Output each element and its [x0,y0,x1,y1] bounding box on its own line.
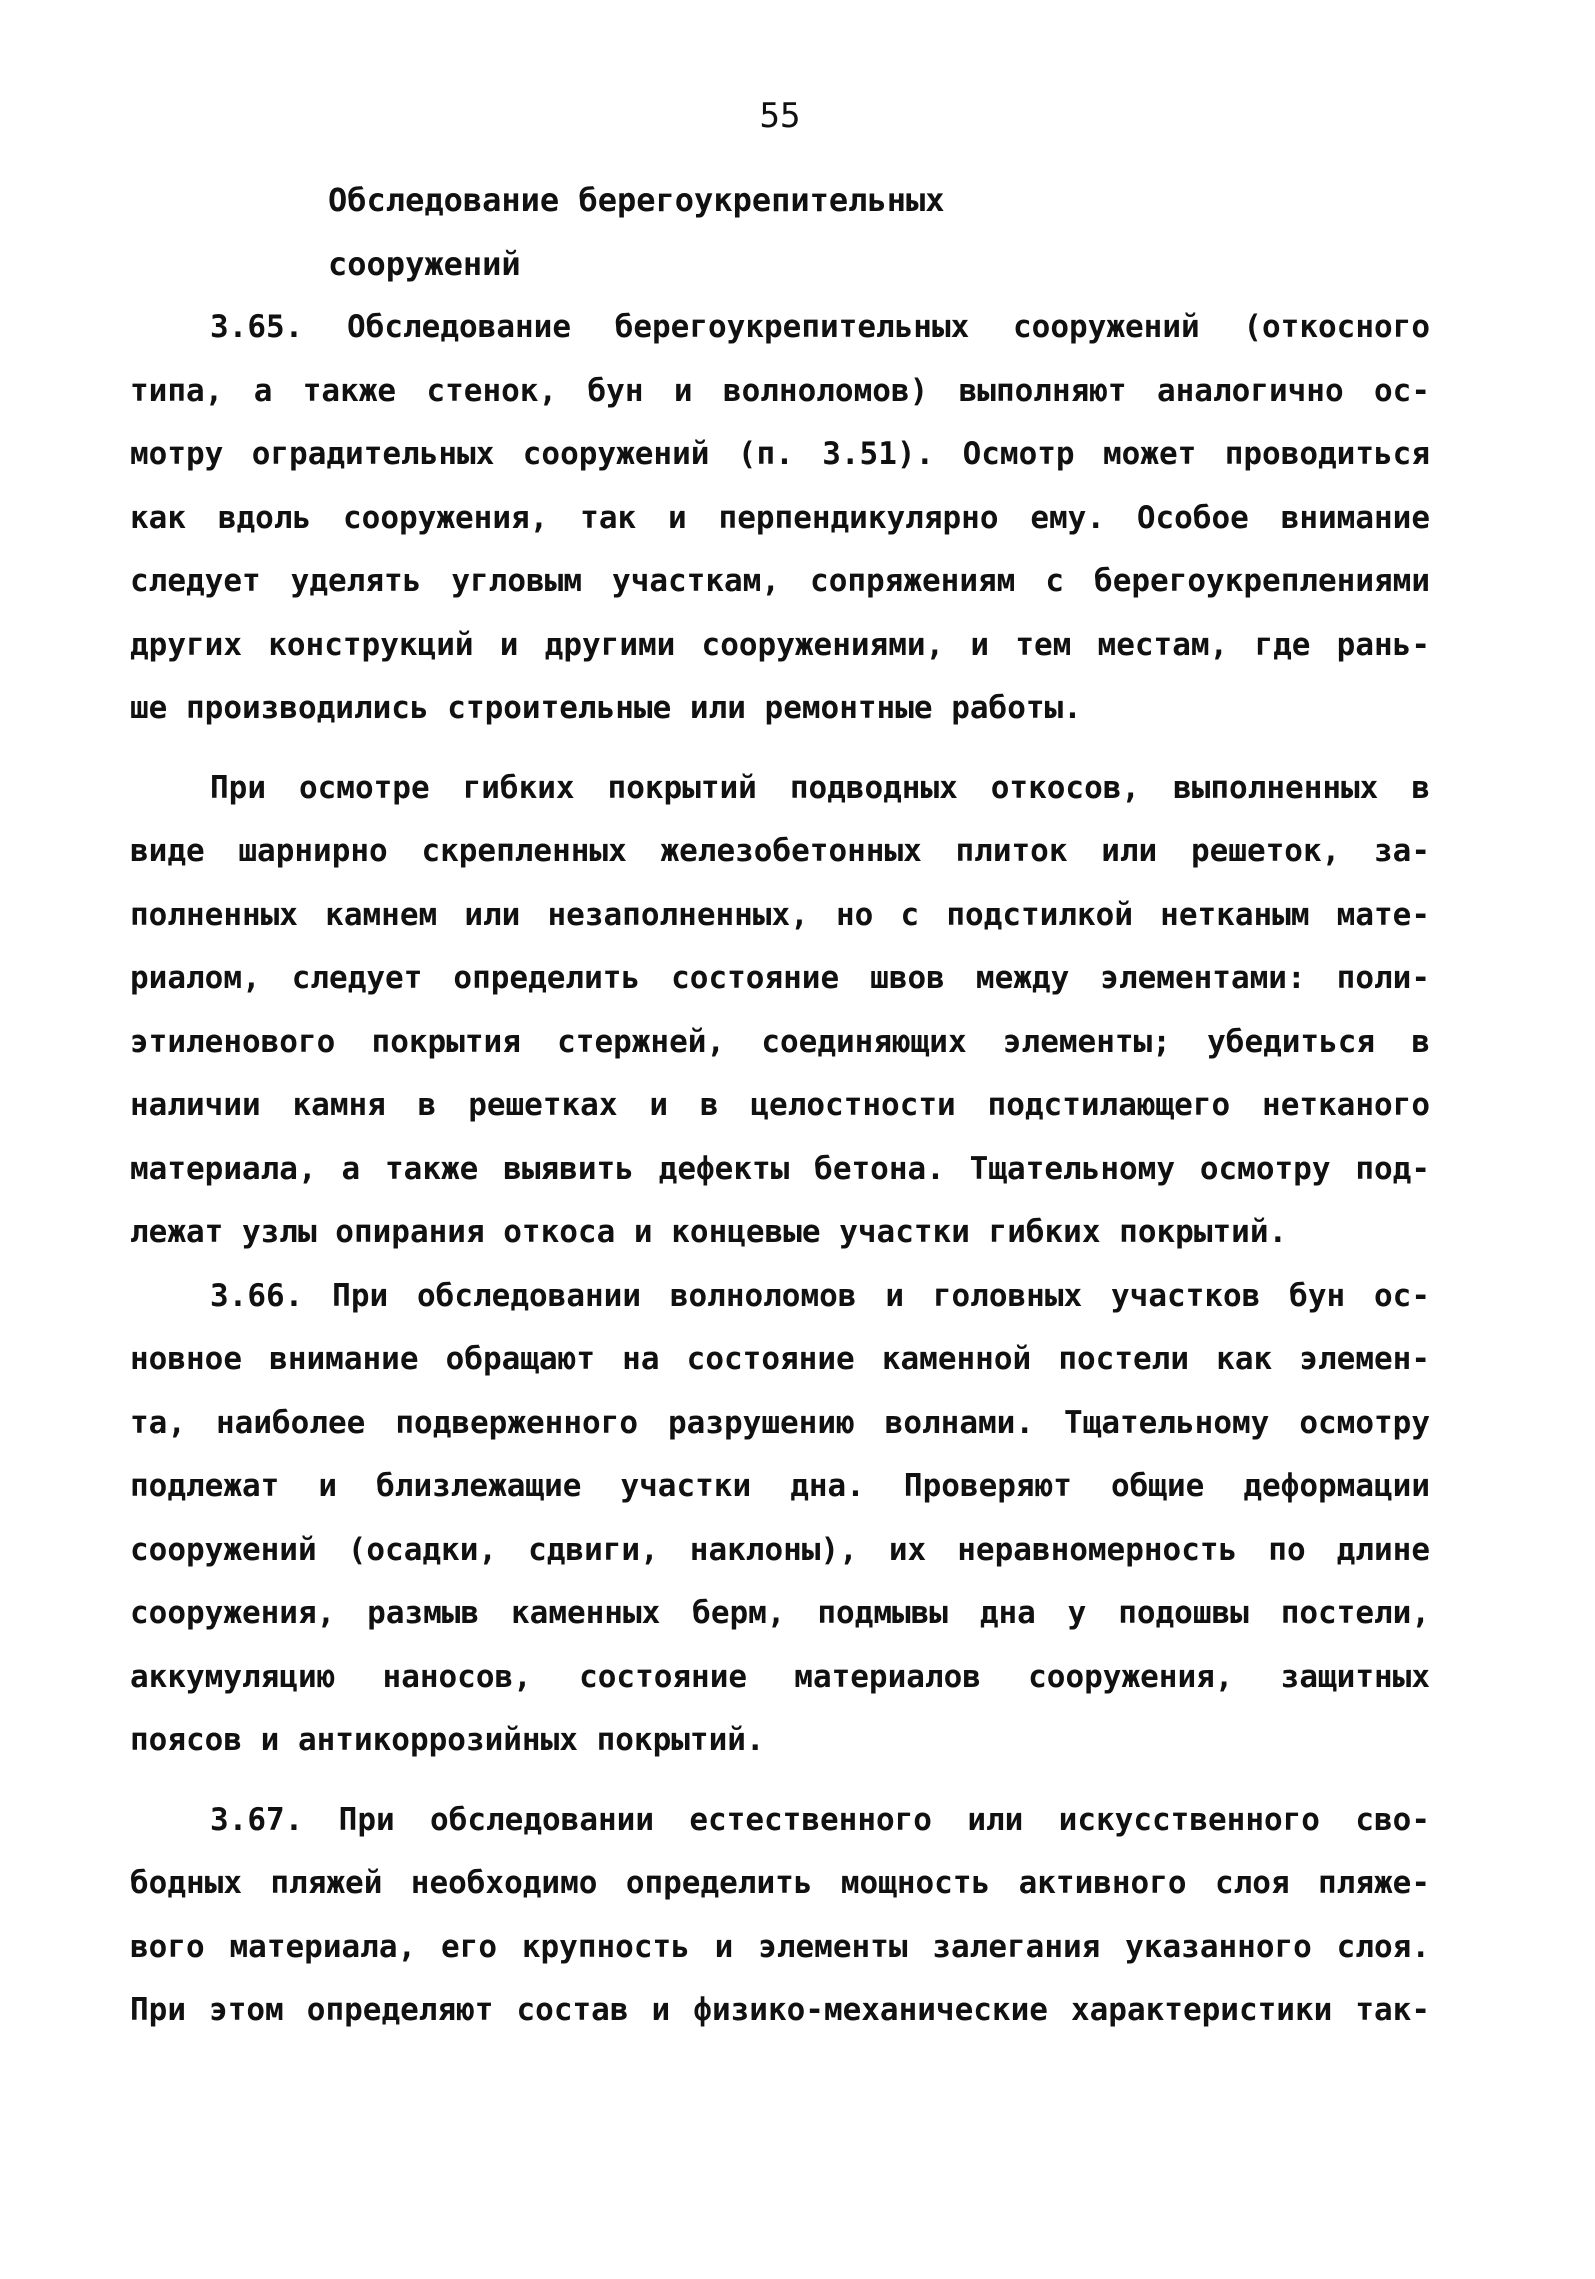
text-line: типа, а также стенок, бун и волноломов) выполняют аналогично ос- [130,372,1430,409]
text-line: риалом, следует определить состояние швов между элементами: поли- [130,960,1430,996]
text-line: лежат узлы опирания откоса и концевые участки гибких покрытий. [130,1214,1288,1250]
text-line: бодных пляжей необходимо определить мощность активного слоя пляже- [130,1865,1430,1901]
body-text [130,296,1430,2043]
text-line: мотру оградительных сооружений (п. 3.51). Осмотр может проводиться [130,436,1430,472]
text-line: как вдоль сооружения, так и перпендикулярно ему. Особое внимание [130,499,1430,536]
text-line: наличии камня в решетках и в целостности подстилающего нетканого [130,1087,1430,1123]
text-line: поясов и антикоррозийных покрытий. [130,1722,765,1758]
paragraph-3-67 [130,1789,1430,2043]
text-line: При осмотре гибких покрытий подводных откосов, выполненных в [210,769,1430,806]
text-line: аккумуляцию наносов, состояние материалов сооружения, защитных [130,1658,1430,1695]
text-line: этиленового покрытия стержней, соединяющих элементы; убедиться в [130,1023,1430,1060]
text-line: других конструкций и другими сооружениями, и тем местам, где рань- [130,626,1430,663]
section-heading-line-1: Обследование берегоукрепительных [328,181,945,219]
text-line: вого материала, его крупность и элементы залегания указанного слоя. [130,1928,1430,1965]
text-line: та, наиболее подверженного разрушению волнами. Тщательному осмотру [130,1404,1430,1441]
text-line: ше производились строительные или ремонтные работы. [130,690,1082,726]
text-line: 3.67. При обследовании естественного или искусственного сво- [210,1801,1430,1838]
text-line: 3.65. Обследование берегоукрепительных сооружений (откосного [210,309,1430,345]
section-heading [328,168,945,296]
paragraph-3-65 [130,296,1430,741]
text-line: сооружения, размыв каменных берм, подмывы дна у подошвы постели, [130,1595,1430,1631]
paragraph-flexible-coverings [130,757,1430,1265]
page-number: 55 [759,96,801,136]
paragraph-3-66 [130,1265,1430,1773]
text-line: подлежат и близлежащие участки дна. Проверяют общие деформации [130,1468,1430,1504]
text-line: виде шарнирно скрепленных железобетонных плиток или решеток, за- [130,833,1430,869]
text-line: 3.66. При обследовании волноломов и головных участков бун ос- [210,1277,1430,1314]
section-heading-line-2: сооружений [328,245,521,283]
text-line: сооружений (осадки, сдвиги, наклоны), их неравномерность по длине [130,1531,1430,1568]
text-line: следует уделять угловым участкам, сопряжениям с берегоукреплениями [130,563,1430,599]
text-line: новное внимание обращают на состояние каменной постели как элемен- [130,1341,1430,1377]
text-line: полненных камнем или незаполненных, но с подстилкой нетканым мате- [130,896,1430,933]
text-line: материала, а также выявить дефекты бетона. Тщательному осмотру под- [130,1150,1430,1187]
text-line: При этом определяют состав и физико-механические характеристики так- [130,1992,1430,2028]
